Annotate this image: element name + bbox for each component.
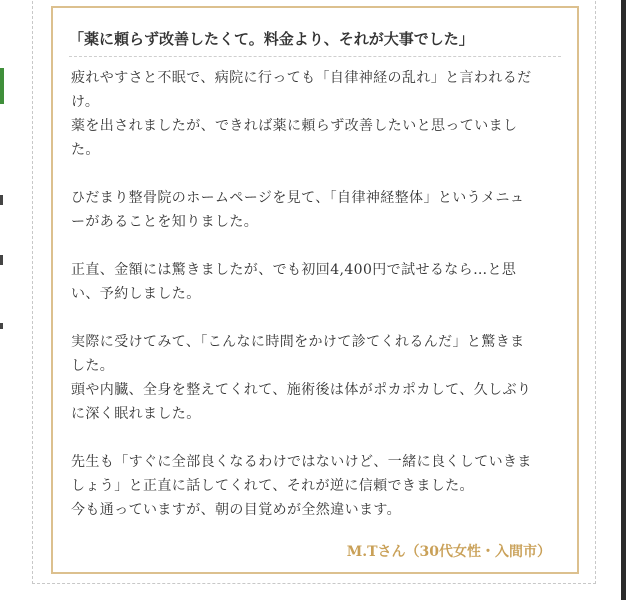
- testimonial-body: [71, 66, 561, 522]
- text-line: に深く眠れました。: [71, 406, 201, 422]
- text-line: 先生も「すぐに全部良くなるわけではないけど、一緒に良くしていきま: [71, 454, 532, 470]
- text-line: 疲れやすさと不眠で、病院に行っても「自律神経の乱れ」と言われるだ: [71, 70, 532, 86]
- text-line: 薬を出されましたが、できれば薬に頼らず改善したいと思っていまし: [71, 118, 518, 134]
- testimonial-paragraph: [71, 66, 561, 162]
- text-line: した。: [71, 358, 115, 374]
- title-divider: [69, 56, 561, 57]
- text-line: 正直、金額には驚きましたが、でも初回4,400円で試せるなら…と思: [71, 262, 517, 278]
- text-line: 頭や内臓、全身を整えてくれて、施術後は体がポカポカして、久しぶり: [71, 382, 532, 398]
- left-edge-fragment: [0, 195, 3, 205]
- text-line: 今も通っていますが、朝の目覚めが全然違います。: [71, 502, 402, 518]
- text-line: た。: [71, 142, 100, 158]
- testimonial-author: M.Tさん（30代女性・入間市）: [346, 544, 551, 560]
- left-edge-fragment: [0, 323, 3, 329]
- testimonial-paragraph: [71, 450, 561, 522]
- testimonial-paragraph: [71, 330, 561, 426]
- text-line: ひだまり整骨院のホームページを見て、「自律神経整体」というメニュ: [71, 190, 525, 206]
- text-line: い、予約しました。: [71, 286, 201, 302]
- text-line: け。: [71, 94, 100, 110]
- left-edge-accent: [0, 68, 4, 104]
- text-line: 実際に受けてみて、「こんなに時間をかけて診てくれるんだ」と驚きま: [71, 334, 525, 350]
- text-line: しょう」と正直に話してくれて、それが逆に信頼できました。: [71, 478, 474, 494]
- testimonial-card: [51, 6, 579, 574]
- testimonial-title: 「薬に頼らず改善したくて。料金より、それが大事でした」: [69, 30, 474, 48]
- testimonial-paragraph: [71, 258, 561, 306]
- text-line: ーがあることを知りました。: [71, 214, 259, 230]
- testimonial-paragraph: [71, 186, 561, 234]
- left-edge-fragment: [0, 255, 3, 265]
- right-edge-strip: [621, 0, 626, 600]
